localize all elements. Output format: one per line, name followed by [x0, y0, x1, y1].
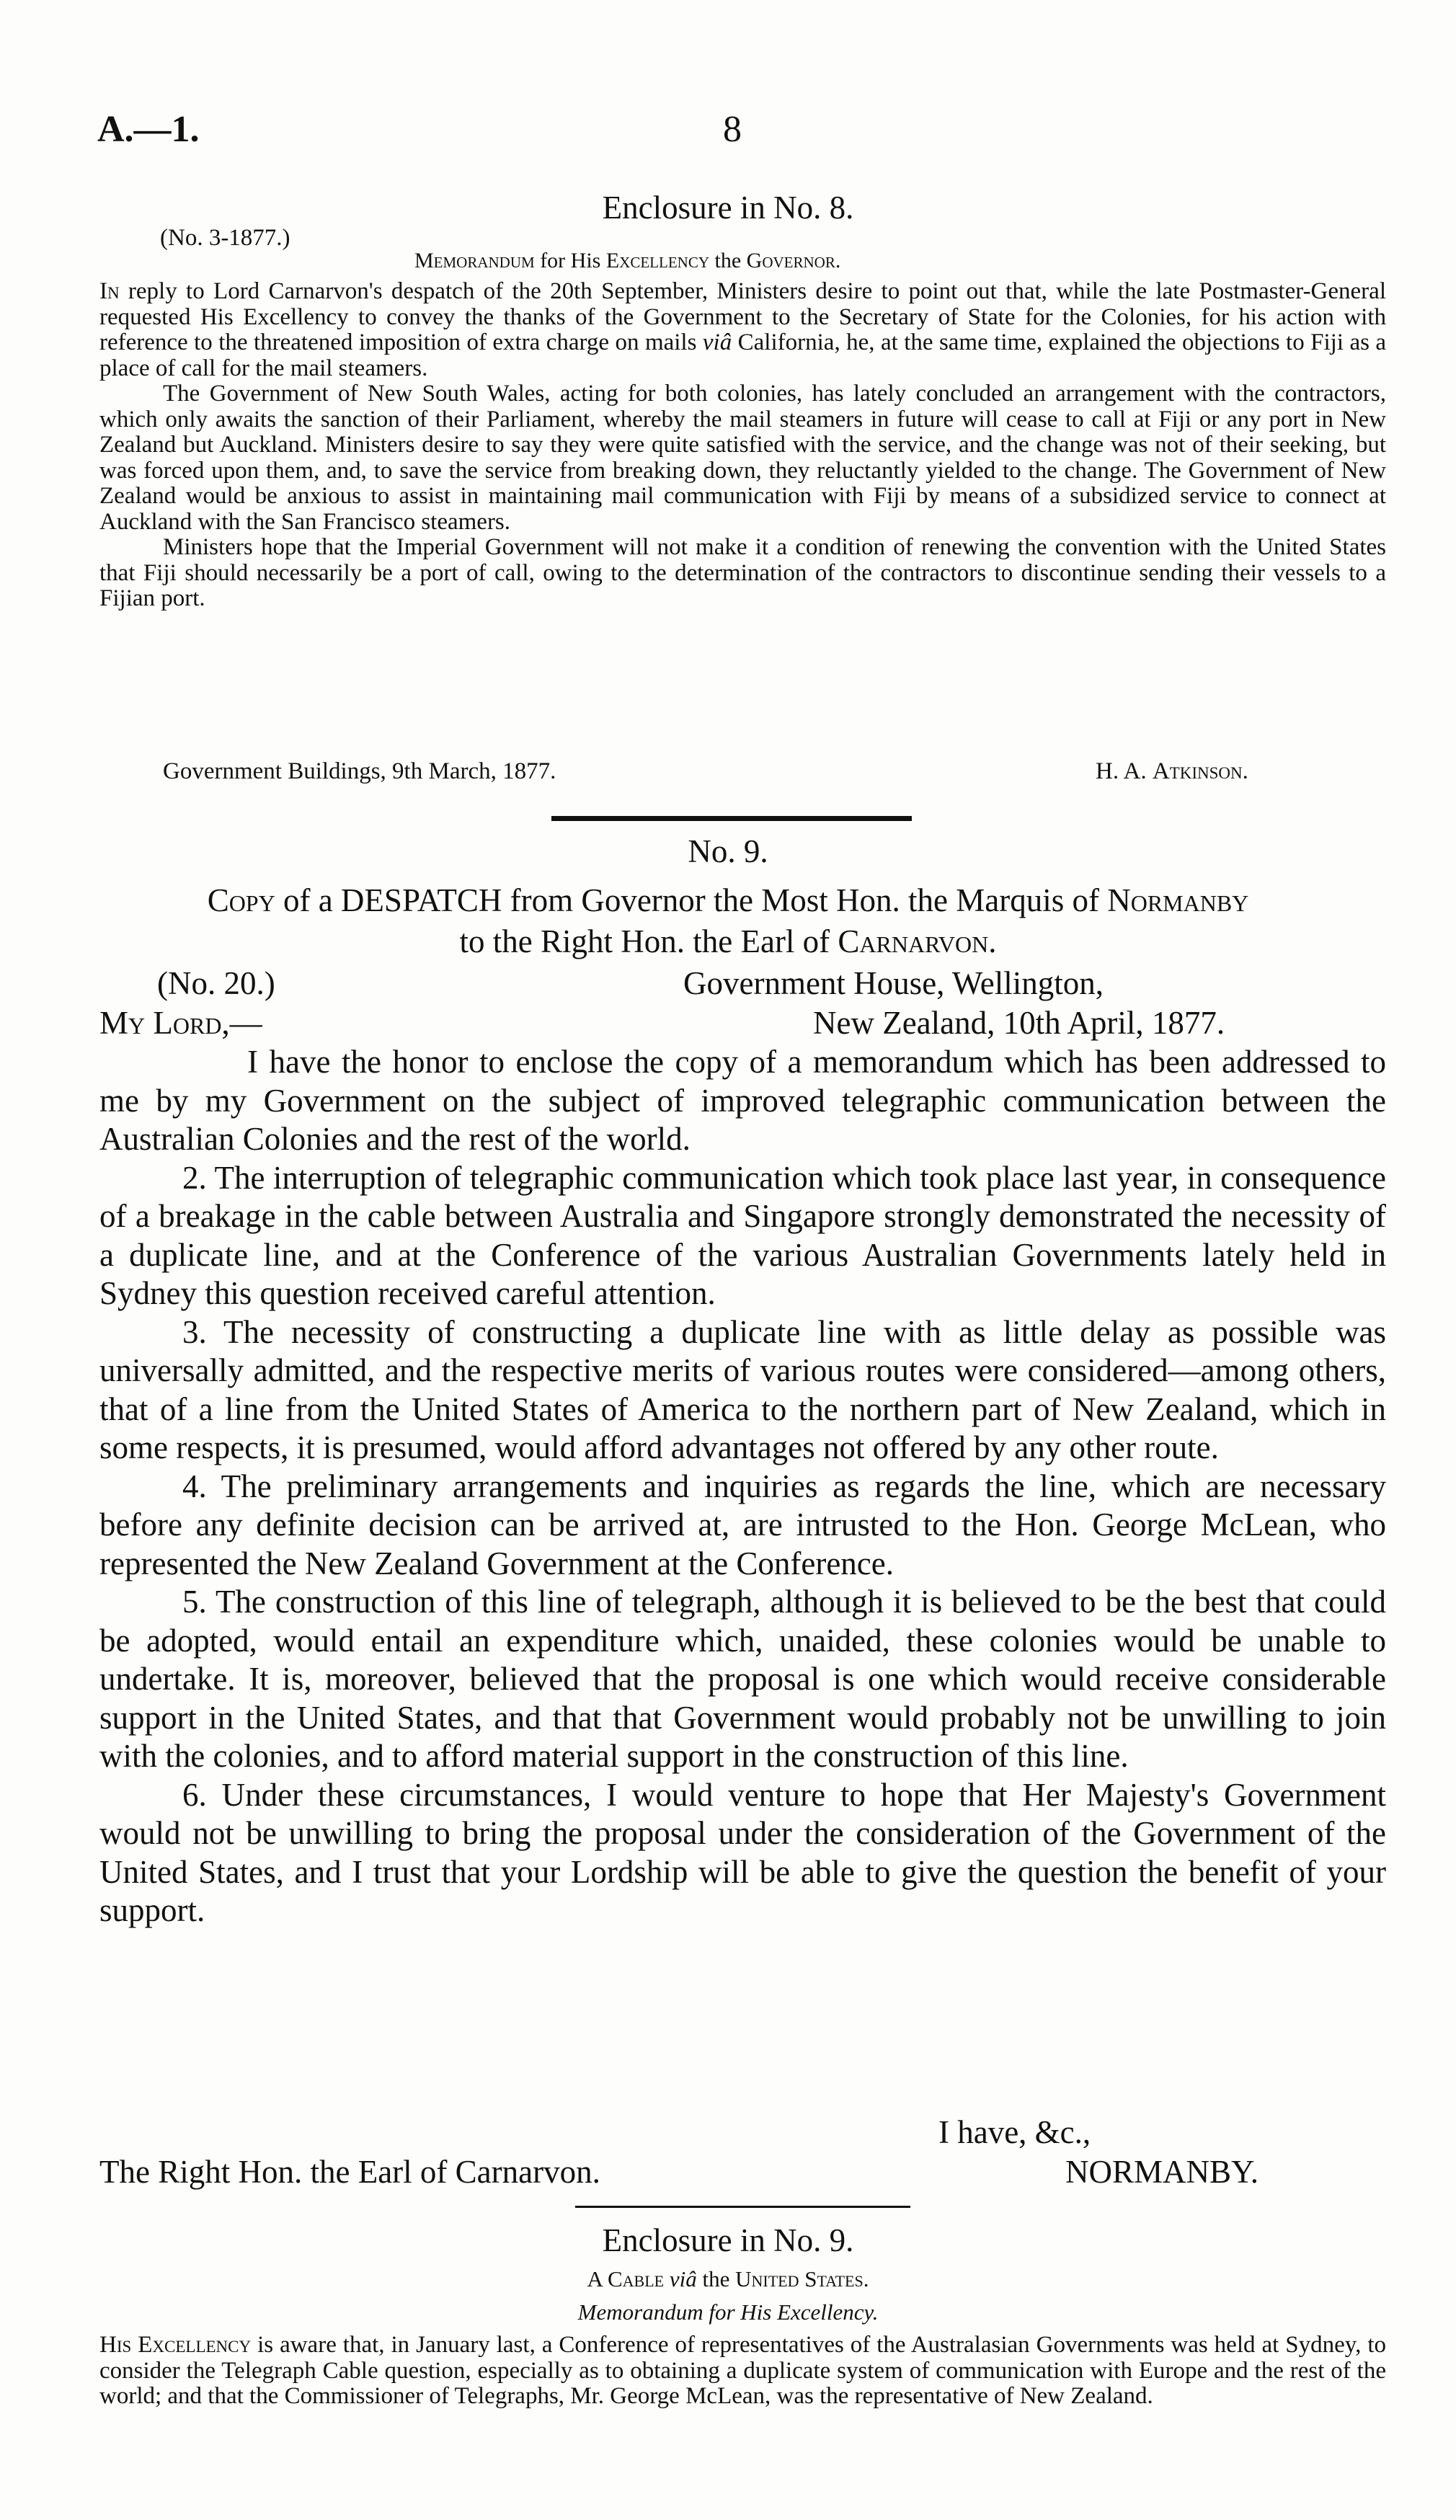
section-divider-light	[575, 2206, 910, 2208]
title-carnarvon: Carnarvon.	[838, 923, 997, 959]
title-text: of a DESPATCH from Governor the Most Hon. the Marquis of	[275, 882, 1108, 918]
subtitle-a: A	[587, 2266, 608, 2291]
via-italic: viâ	[702, 329, 732, 355]
subtitle-via: viâ	[669, 2266, 697, 2291]
despatch-title-line-2	[0, 923, 1456, 962]
despatch-paragraph-1: I have the honor to enclose the copy of a memorandum which has been addressed to me by my Government on the subject of improved telegraphic communication between the Australian Colonies and the rest of the world.	[99, 1044, 1386, 1157]
enclosure-8-paragraph-1	[99, 279, 1386, 381]
salutation: My Lord,—	[99, 1005, 262, 1041]
para-text: is aware that, in January last, a Conference of representatives of the Australasian Governments was held at Sydney, to consider the Telegraph Cable question, especially as to obtaining a duplicate system of communication with Europe and the rest of the world; and that the Commissioner of Telegraphs, Mr. George McLean, was the representative of New Zealand.	[99, 2332, 1386, 2409]
closing: I have, &c.,	[938, 2114, 1091, 2150]
page-number: 8	[723, 109, 742, 150]
enclosure-8-paragraph-2: The Government of New South Wales, acting for both colonies, has lately concluded an arrangement with the contractors, which only awaits the sanction of their Parliament, whereby the mail steamers in future will cease to call at Fiji or any port in New Zealand but Auckland. Ministers desire to say they were quite satisfied with the service, and the change was not of their seeking, but was forced upon them, and, to save the service from breaking down, they reluctantly yielded to the change. The Government of New Zealand would be anxious to assist in maintaining mail communication with Fiji by means of a subsidized service to connect at Auckland with the San Francisco steamers.	[99, 381, 1386, 535]
title-text: to the Right Hon. the Earl of	[459, 923, 838, 959]
memo-title-governor: Governor.	[746, 249, 841, 272]
enclosure-9-subtitle	[0, 2266, 1456, 2292]
despatch-paragraph-2: 2. The interruption of telegraphic communication which took place last year, in consequence of a breakage in the cable between Australia and Singapore strongly demonstrated the necessity of a duplicate line, and at the Conference of the various Australian Governments lately held in Sydney this question received careful attention.	[99, 1159, 1386, 1311]
enclosure-9-memo-title: Memorandum for His Excellency.	[577, 2299, 879, 2325]
despatch-number: (No. 20.)	[157, 965, 275, 1001]
subtitle-united-states: United States.	[735, 2266, 869, 2291]
despatch-paragraph-3: 3. The necessity of constructing a duplicate line with as little delay as possible was universally admitted, and the respective merits of various routes were considered—among others, that of a line from the United States of America to the northern part of New Zealand, which in some respects, it is presumed, would afford advantages not offered by any other route.	[99, 1313, 1386, 1465]
enclosure-8-body	[99, 279, 1386, 612]
section-divider-heavy	[551, 816, 912, 821]
title-copy: Copy	[207, 882, 275, 918]
memo-title-the: the	[709, 249, 747, 272]
report-reference: A.—1.	[97, 109, 200, 150]
memo-title-lead: Memorandum	[414, 249, 535, 272]
para-lead-words: His Excellency	[99, 2332, 252, 2358]
subtitle-cable: Cable	[607, 2266, 665, 2291]
signature-initials: H. A.	[1096, 758, 1153, 784]
despatch-paragraph-5: 5. The construction of this line of telegraph, although it is believed to be the best that could be adopted, would entail an expenditure which, unaided, these colonies would be unable to undertake. It is, moreover, believed that the proposal is one which would receive considerable support in the United States, and that that Government would probably not be unwilling to join with the colonies, and to afford material support in the construction of this line.	[99, 1584, 1386, 1774]
para-text: reply to Lord Carnarvon's despatch of the 20th September, Ministers desire to point out that, while the late Postmaster-General requested His Excellency to convey the thanks of the Government to the Secretary of State for the Colonies, for his action with reference to the threatened imposition of extra charge on mails	[99, 278, 1386, 355]
memo-title-text: for His	[534, 249, 606, 272]
despatch-title-line-1	[0, 882, 1456, 920]
enclosure-8-heading: Enclosure in No. 8.	[602, 190, 854, 226]
signature-name: Atkinson.	[1152, 758, 1248, 784]
despatch-9-body	[99, 1043, 1386, 1930]
memo-title-excellency: Excellency	[605, 249, 709, 272]
despatch-paragraph-6: 6. Under these circumstances, I would venture to hope that Her Majesty's Government would not be unwilling to bring the proposal under the consideration of the Government of the United States, and I trust that your Lordship will be able to give the question the benefit of your support.	[99, 1776, 1386, 1928]
enclosure-9-body	[99, 2333, 1386, 2410]
title-normanby: Normanby	[1107, 882, 1249, 918]
enclosure-8-number: (No. 3-1877.)	[160, 225, 290, 251]
despatch-9-heading: No. 9.	[688, 833, 768, 869]
enclosure-9-heading: Enclosure in No. 9.	[602, 2222, 854, 2258]
subtitle-the: the	[696, 2266, 736, 2291]
despatch-paragraph-4: 4. The preliminary arrangements and inquiries as regards the line, which are necessary before any definite decision can be arrived at, are intrusted to the Hon. George McLean, who represented the New Zealand Government at the Conference.	[99, 1468, 1386, 1581]
atkinson-signature	[1096, 759, 1248, 785]
address-line-2: New Zealand, 10th April, 1877.	[813, 1005, 1225, 1041]
para-text: California, he, at the same time, explained the objections to Fiji as a place of call for the mail steamers.	[99, 329, 1387, 381]
para-lead-word: In	[99, 278, 120, 304]
place-date: Government Buildings, 9th March, 1877.	[163, 758, 556, 784]
enclosure-8-paragraph-3: Ministers hope that the Imperial Government will not make it a condition of renewing the convention with the United States that Fiji should necessarily be a port of call, owing to the determination of the contractors to discontinue sending their vessels to a Fijian port.	[99, 534, 1386, 611]
memorandum-title	[414, 249, 840, 273]
enclosure-9-paragraph-1	[99, 2333, 1386, 2410]
normanby-signature: NORMANBY.	[1065, 2154, 1259, 2190]
addressee: The Right Hon. the Earl of Carnarvon.	[99, 2154, 600, 2190]
address-line-1: Government House, Wellington,	[683, 965, 1104, 1001]
